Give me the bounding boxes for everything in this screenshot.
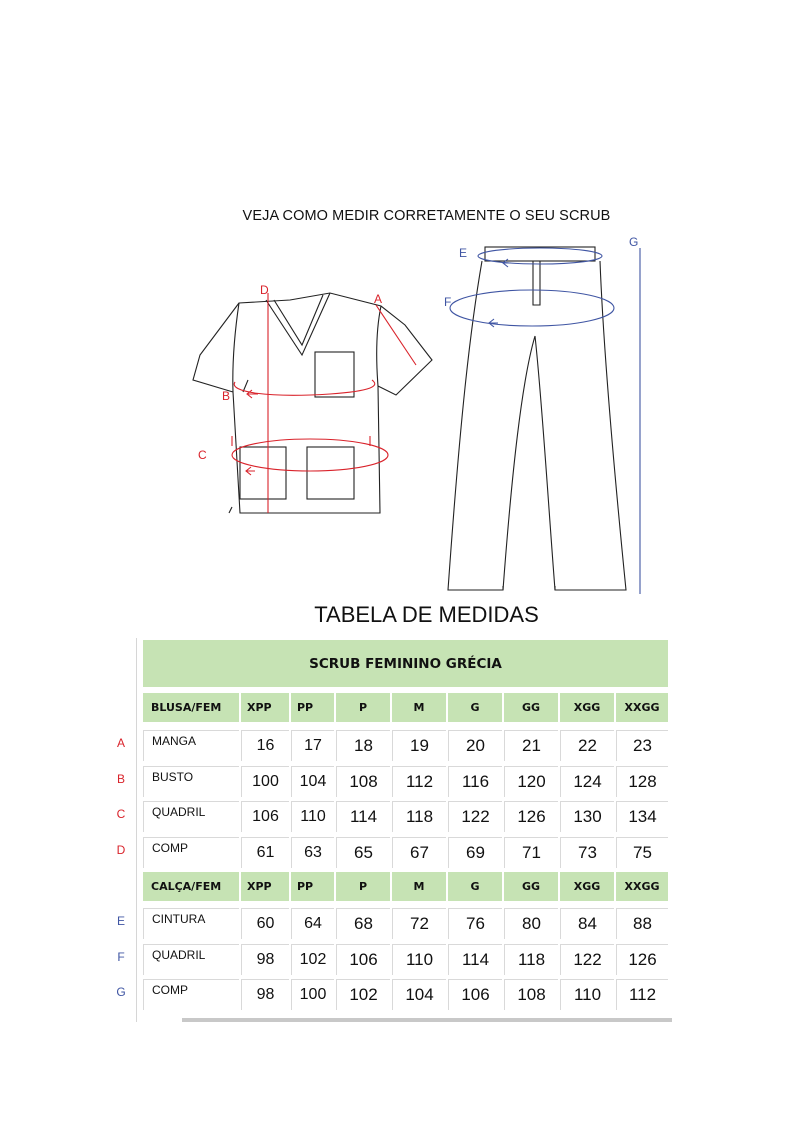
size-value: 112	[616, 979, 668, 1010]
table-banner: SCRUB FEMININO GRÉCIA	[143, 640, 668, 687]
row-label: QUADRIL	[143, 944, 239, 975]
size-value: 120	[504, 766, 558, 797]
row-letter: B	[116, 772, 125, 786]
calca-header-size: M	[392, 872, 446, 901]
size-value: 104	[392, 979, 446, 1010]
size-value: 63	[291, 837, 334, 868]
size-value: 21	[504, 730, 558, 761]
blusa-header-size: M	[392, 693, 446, 722]
label-g: G	[629, 235, 639, 249]
row-label: CINTURA	[143, 908, 239, 939]
size-value: 122	[560, 944, 614, 975]
calca-header-label: CALÇA/FEM	[143, 872, 239, 901]
table-title: TABELA DE MEDIDAS	[314, 602, 539, 627]
size-value: 110	[560, 979, 614, 1010]
blusa-header-size: XGG	[560, 693, 614, 722]
calca-header-size: GG	[504, 872, 558, 901]
size-value: 65	[336, 837, 390, 868]
size-value: 126	[504, 801, 558, 832]
size-value: 110	[392, 944, 446, 975]
label-e: E	[459, 246, 468, 260]
size-value: 16	[241, 730, 289, 761]
calca-header-size: G	[448, 872, 502, 901]
size-value: 112	[392, 766, 446, 797]
calca-header-size: XPP	[241, 872, 289, 901]
size-value: 118	[504, 944, 558, 975]
size-value: 18	[336, 730, 390, 761]
size-value: 69	[448, 837, 502, 868]
size-value: 106	[336, 944, 390, 975]
size-value: 73	[560, 837, 614, 868]
size-value: 134	[616, 801, 668, 832]
pants-measure-lines	[450, 248, 640, 594]
size-value: 110	[291, 801, 334, 832]
size-value: 128	[616, 766, 668, 797]
size-value: 106	[448, 979, 502, 1010]
size-value: 20	[448, 730, 502, 761]
table-left-rule	[136, 638, 137, 1022]
size-value: 118	[392, 801, 446, 832]
size-value: 114	[336, 801, 390, 832]
row-letter: G	[116, 985, 126, 999]
size-value: 19	[392, 730, 446, 761]
size-value: 114	[448, 944, 502, 975]
row-label: QUADRIL	[143, 801, 239, 832]
size-value: 80	[504, 908, 558, 939]
label-a: A	[374, 292, 383, 306]
size-value: 98	[241, 944, 289, 975]
size-value: 17	[291, 730, 334, 761]
row-letter: C	[116, 807, 126, 821]
size-value: 130	[560, 801, 614, 832]
size-value: 100	[241, 766, 289, 797]
row-letter: D	[116, 843, 126, 857]
size-value: 122	[448, 801, 502, 832]
scrub-pants-drawing	[448, 247, 626, 590]
size-value: 100	[291, 979, 334, 1010]
size-value: 72	[392, 908, 446, 939]
blusa-header-size: PP	[291, 693, 334, 722]
size-value: 76	[448, 908, 502, 939]
row-letter: A	[116, 736, 125, 750]
blusa-header-size: XXGG	[616, 693, 668, 722]
label-d: D	[260, 283, 269, 297]
page-heading: VEJA COMO MEDIR CORRETAMENTE O SEU SCRUB	[242, 208, 611, 224]
size-value: 108	[336, 766, 390, 797]
label-b: B	[222, 389, 231, 403]
size-value: 116	[448, 766, 502, 797]
shirt-measure-lines	[232, 293, 416, 513]
size-value: 75	[616, 837, 668, 868]
row-label: MANGA	[143, 730, 239, 761]
size-value: 98	[241, 979, 289, 1010]
row-letter: E	[116, 914, 125, 928]
size-value: 61	[241, 837, 289, 868]
size-value: 64	[291, 908, 334, 939]
size-value: 84	[560, 908, 614, 939]
calca-header-size: PP	[291, 872, 334, 901]
size-value: 22	[560, 730, 614, 761]
size-value: 102	[291, 944, 334, 975]
pants-measure-letters	[444, 235, 638, 309]
size-value: 68	[336, 908, 390, 939]
size-value: 88	[616, 908, 668, 939]
size-value: 106	[241, 801, 289, 832]
size-value: 71	[504, 837, 558, 868]
size-value: 67	[392, 837, 446, 868]
calca-header-size: XXGG	[616, 872, 668, 901]
size-value: 124	[560, 766, 614, 797]
table-bottom-rule	[182, 1018, 672, 1022]
size-value: 60	[241, 908, 289, 939]
size-value: 104	[291, 766, 334, 797]
row-label: COMP	[143, 979, 239, 1010]
blusa-header-size: XPP	[241, 693, 289, 722]
label-c: C	[198, 448, 207, 462]
size-table	[108, 638, 678, 1028]
blusa-header-size: GG	[504, 693, 558, 722]
size-value: 126	[616, 944, 668, 975]
label-f: F	[444, 295, 452, 309]
size-value: 102	[336, 979, 390, 1010]
row-label: BUSTO	[143, 766, 239, 797]
size-value: 108	[504, 979, 558, 1010]
blusa-header-label: BLUSA/FEM	[143, 693, 239, 722]
row-label: COMP	[143, 837, 239, 868]
scrub-shirt-drawing	[193, 293, 432, 513]
size-value: 23	[616, 730, 668, 761]
calca-header-size: P	[336, 872, 390, 901]
blusa-header-size: P	[336, 693, 390, 722]
row-letter: F	[117, 950, 125, 964]
blusa-header-size: G	[448, 693, 502, 722]
calca-header-size: XGG	[560, 872, 614, 901]
